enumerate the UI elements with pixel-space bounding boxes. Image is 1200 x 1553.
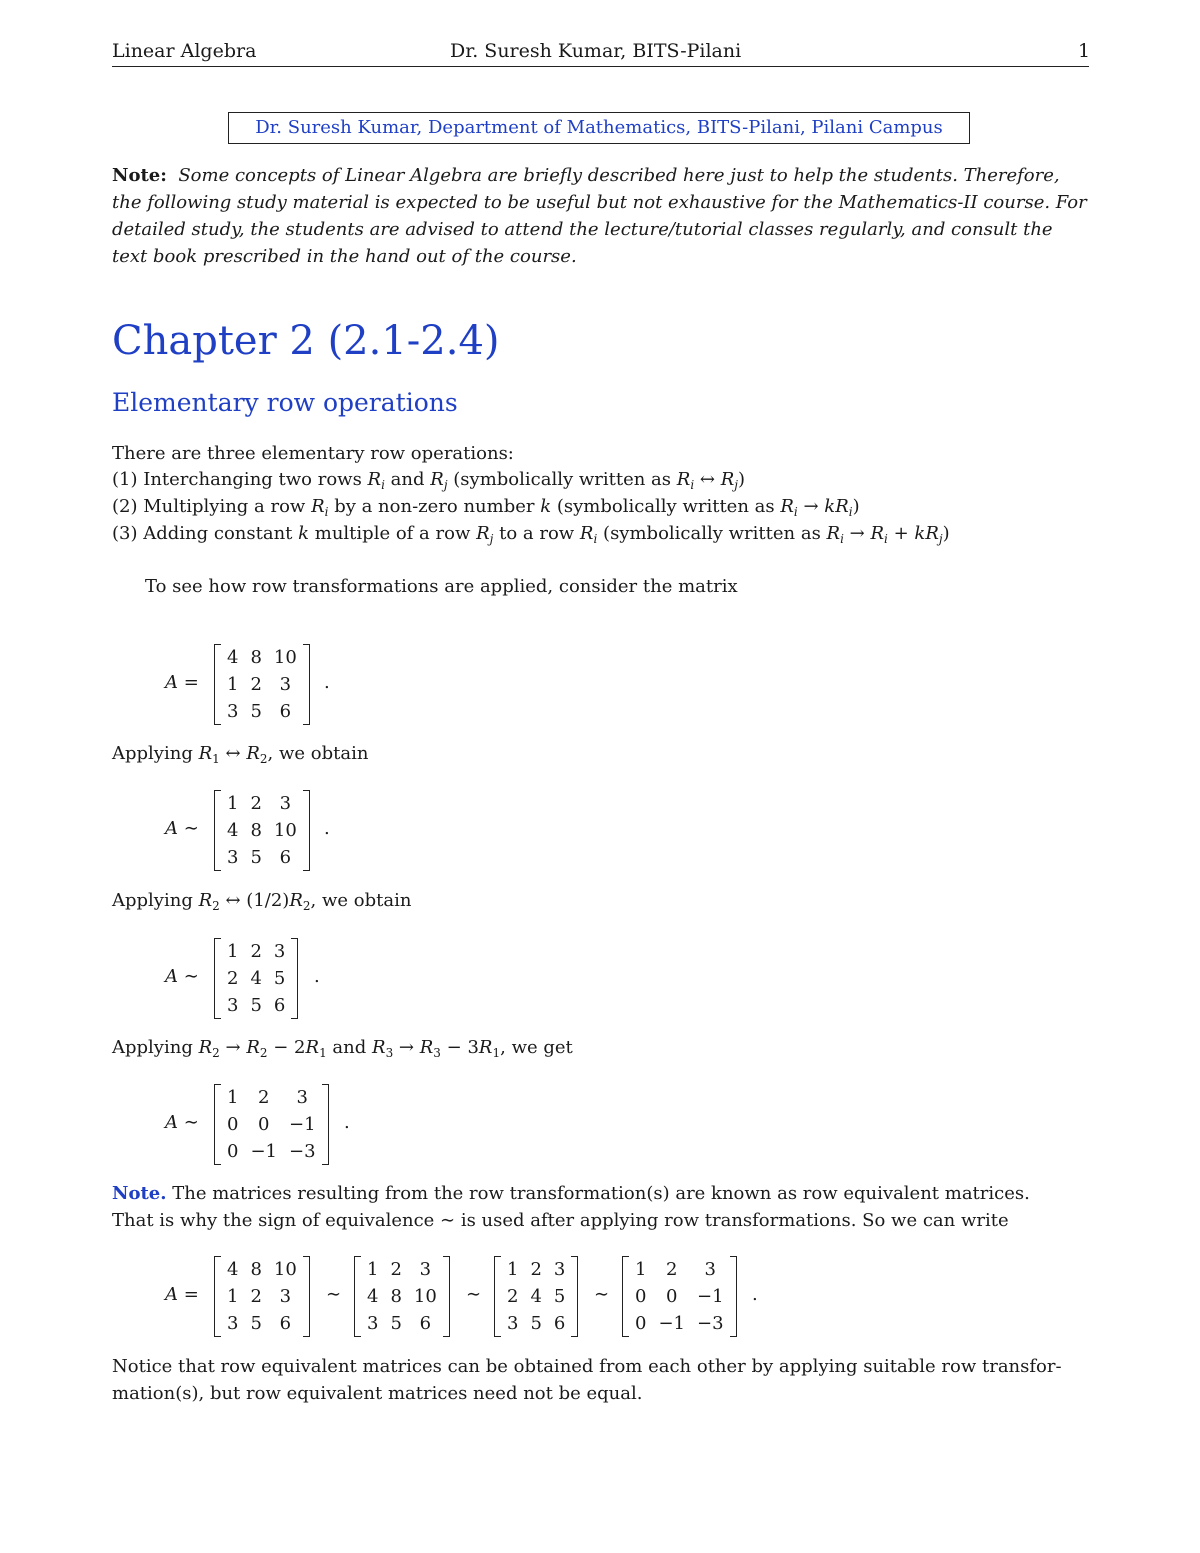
matrix-cell: 1	[227, 941, 239, 962]
matrix-cell: 5	[553, 1286, 566, 1307]
matrix-row	[221, 817, 303, 844]
chain-lhs: A =	[165, 1284, 199, 1305]
matrix-row	[501, 1256, 571, 1283]
matrix-cell: 3	[553, 1259, 566, 1280]
matrix-row	[221, 671, 303, 698]
page-number: 1	[1078, 40, 1091, 62]
matrix-M3	[214, 1084, 329, 1165]
matrix-cell: 6	[279, 701, 292, 722]
matrix-cell: 5	[250, 701, 262, 722]
matrix-row	[629, 1283, 730, 1310]
chain-sim-1: ∼	[326, 1284, 342, 1305]
matrix-cell: 5	[530, 1313, 542, 1334]
matrix-cell: 3	[279, 1286, 292, 1307]
matrix-row	[221, 938, 291, 965]
chain-matrix-3	[494, 1256, 578, 1337]
matrix-cell: 2	[250, 674, 262, 695]
operations-intro: There are three elementary row operations:	[112, 443, 514, 464]
matrix-row	[221, 992, 291, 1019]
matrix-cell: 3	[227, 847, 239, 868]
matrix-cell: 1	[507, 1259, 519, 1280]
matrix-cell: 3	[279, 793, 292, 814]
matrix-cell: 4	[227, 1259, 239, 1280]
matrix-cell: −1	[658, 1313, 685, 1334]
chain-sim-3: ∼	[594, 1284, 610, 1305]
matrix-cell: 8	[250, 647, 262, 668]
matrix-cell: 6	[273, 995, 286, 1016]
matrix-cell: 6	[553, 1313, 566, 1334]
closing-line1: Notice that row equivalent matrices can be obtained from each other by applying suitable row transfor-	[112, 1356, 1062, 1377]
step-1-text: Applying $R_1$ ↔ $R_2$, we obtain	[112, 743, 369, 766]
matrix-cell: 3	[227, 1313, 239, 1334]
consider-text: To see how row transformations are applied, consider the matrix	[145, 576, 738, 597]
matrix-row	[221, 965, 291, 992]
matrix-cell: 1	[227, 1286, 239, 1307]
matrix-cell: 0	[666, 1286, 678, 1307]
step-2-text: Applying $R_2$ ↔ $(1/2)R_2$, we obtain	[112, 890, 412, 913]
matrix-cell: 3	[507, 1313, 519, 1334]
eq3-lhs: A ∼	[165, 966, 199, 987]
operation-1: (1) Interchanging two rows $R_i$ and $R_j$ (symbolically written as $R_i$ ↔ $R_j$)	[112, 469, 746, 492]
matrix-row	[501, 1310, 571, 1337]
matrix-cell: 0	[635, 1286, 647, 1307]
author-box: Dr. Suresh Kumar, Department of Mathematics, BITS-Pilani, Pilani Campus	[228, 112, 970, 144]
matrix-cell: 1	[227, 674, 239, 695]
matrix-cell: 5	[250, 847, 262, 868]
eq4-period: .	[344, 1112, 350, 1133]
matrix-row	[361, 1310, 443, 1337]
note2-line1: Note. The matrices resulting from the row transformation(s) are known as row equivalent matrices.	[112, 1183, 1030, 1204]
chain-matrix-2	[354, 1256, 450, 1337]
matrix-cell: −3	[697, 1313, 724, 1334]
note-label: Note:	[112, 165, 167, 186]
matrix-M2	[214, 938, 298, 1019]
matrix-cell: 10	[413, 1286, 437, 1307]
matrix-cell: 5	[273, 968, 286, 989]
matrix-cell: 4	[530, 1286, 542, 1307]
matrix-cell: 1	[635, 1259, 647, 1280]
matrix-row	[221, 1283, 303, 1310]
matrix-cell: 3	[227, 995, 239, 1016]
chain-matrix-4	[622, 1256, 737, 1337]
matrix-cell: 8	[250, 820, 262, 841]
matrix-row	[221, 1310, 303, 1337]
eq1-lhs: A =	[165, 672, 199, 693]
section-title: Elementary row operations	[112, 388, 458, 417]
matrix-M1	[214, 790, 310, 871]
matrix-cell: −3	[289, 1141, 316, 1162]
matrix-row	[221, 698, 303, 725]
matrix-cell: 1	[227, 793, 239, 814]
matrix-cell: 1	[227, 1087, 239, 1108]
note-text: Some concepts of Linear Algebra are briefly described here just to help the students. Therefore, the following study material is expected to be useful but not exhaustive for the Mathematics-II course. For detailed study, the students are advised to attend the lecture/tutorial classes regularly, and consult the text book prescribed in the hand out of the course.	[112, 165, 1087, 267]
intro-note	[112, 162, 1089, 270]
matrix-cell: 2	[250, 941, 262, 962]
operation-2: (2) Multiplying a row $R_i$ by a non-zero number k (symbolically written as $R_i \to kR_i$)	[112, 496, 860, 519]
closing-line2: mation(s), but row equivalent matrices need not be equal.	[112, 1383, 643, 1404]
matrix-cell: −1	[289, 1114, 316, 1135]
matrix-cell: 4	[250, 968, 262, 989]
eq4-lhs: A ∼	[165, 1112, 199, 1133]
eq2-lhs: A ∼	[165, 818, 199, 839]
matrix-row	[221, 1256, 303, 1283]
matrix-A	[214, 644, 310, 725]
chapter-title: Chapter 2 (2.1-2.4)	[112, 318, 500, 364]
matrix-cell: 3	[296, 1087, 308, 1108]
operation-3: (3) Adding constant k multiple of a row $R_j$ to a row $R_i$ (symbolically written as $R_i \to R_i + kR_j$)	[112, 523, 950, 546]
matrix-cell: 3	[279, 674, 292, 695]
matrix-row	[221, 1084, 322, 1111]
matrix-row	[221, 844, 303, 871]
matrix-cell: 2	[666, 1259, 678, 1280]
matrix-cell: 2	[250, 1286, 262, 1307]
matrix-cell: 5	[250, 1313, 262, 1334]
matrix-cell: 2	[390, 1259, 402, 1280]
matrix-cell: 0	[227, 1141, 239, 1162]
matrix-cell: 8	[390, 1286, 402, 1307]
header-rule	[112, 66, 1089, 67]
matrix-cell: 3	[273, 941, 286, 962]
matrix-cell: 3	[704, 1259, 716, 1280]
matrix-cell: 6	[419, 1313, 432, 1334]
matrix-cell: 1	[367, 1259, 379, 1280]
matrix-cell: 2	[250, 793, 262, 814]
matrix-cell: 4	[367, 1286, 379, 1307]
matrix-row	[629, 1310, 730, 1337]
matrix-cell: 4	[227, 647, 239, 668]
matrix-cell: 10	[273, 647, 297, 668]
matrix-cell: 6	[279, 1313, 292, 1334]
matrix-cell: 5	[250, 995, 262, 1016]
matrix-cell: 10	[273, 820, 297, 841]
matrix-cell: 4	[227, 820, 239, 841]
matrix-cell: 0	[258, 1114, 270, 1135]
eq1-period: .	[324, 672, 330, 693]
header-left: Linear Algebra	[112, 40, 257, 62]
note2-label: Note.	[112, 1183, 167, 1204]
matrix-row	[361, 1283, 443, 1310]
chain-matrix-1	[214, 1256, 310, 1337]
matrix-row	[221, 790, 303, 817]
matrix-row	[221, 1111, 322, 1138]
matrix-cell: −1	[250, 1141, 277, 1162]
step-3-text: Applying $R_2 \to R_2 - 2R_1$ and $R_3 \to R_3 - 3R_1$, we get	[112, 1037, 573, 1060]
matrix-row	[361, 1256, 443, 1283]
matrix-row	[221, 644, 303, 671]
matrix-cell: 10	[273, 1259, 297, 1280]
matrix-cell: 2	[530, 1259, 542, 1280]
header-center: Dr. Suresh Kumar, BITS-Pilani	[450, 40, 742, 62]
matrix-cell: 3	[419, 1259, 432, 1280]
chain-period: .	[752, 1284, 758, 1305]
matrix-cell: −1	[697, 1286, 724, 1307]
matrix-cell: 5	[390, 1313, 402, 1334]
matrix-cell: 0	[635, 1313, 647, 1334]
matrix-row	[501, 1283, 571, 1310]
eq2-period: .	[324, 818, 330, 839]
matrix-cell: 6	[279, 847, 292, 868]
chain-sim-2: ∼	[466, 1284, 482, 1305]
matrix-cell: 3	[367, 1313, 379, 1334]
matrix-cell: 0	[227, 1114, 239, 1135]
matrix-cell: 2	[258, 1087, 270, 1108]
matrix-cell: 2	[507, 1286, 519, 1307]
matrix-cell: 8	[250, 1259, 262, 1280]
matrix-row	[221, 1138, 322, 1165]
matrix-cell: 2	[227, 968, 239, 989]
matrix-row	[629, 1256, 730, 1283]
note2-line2: That is why the sign of equivalence ∼ is used after applying row transformations. So we can write	[112, 1210, 1009, 1231]
eq3-period: .	[314, 966, 320, 987]
matrix-cell: 3	[227, 701, 239, 722]
